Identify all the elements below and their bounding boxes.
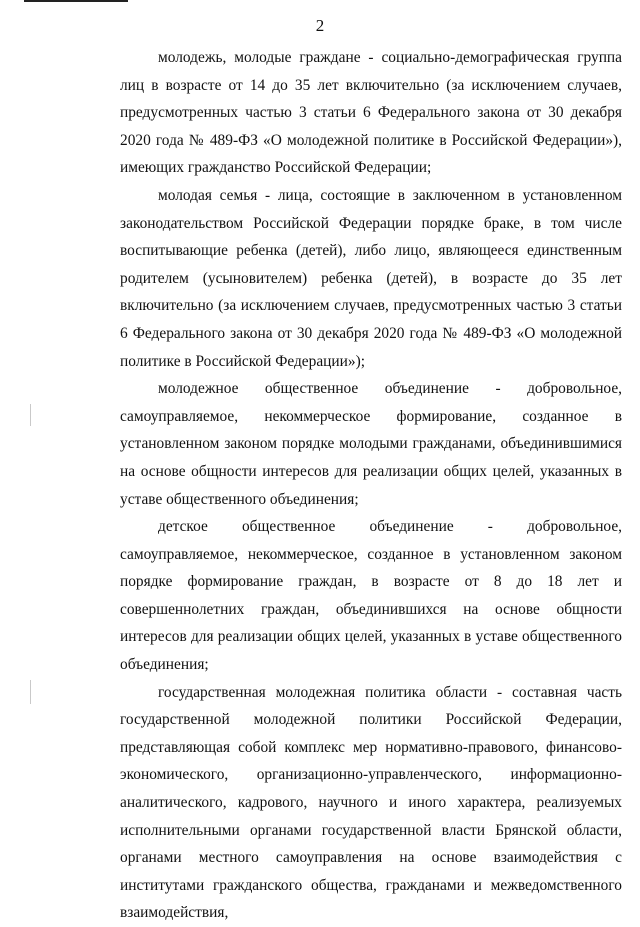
document-body <box>120 44 622 927</box>
paragraph-state-youth-policy-definition: государственная молодежная политика области - составная часть государственной молодежной политики Российской Федерации, представляющая собой комплекс мер нормативно-правового, финансово-экономического, организационно-управленческого, информационно-аналитического, кадрового, научного и иного характера, реализуемых исполнительными органами государственной власти Брянской области, органами местного самоуправления на основе взаимодействия с институтами гражданского общества, гражданами и межведомственного взаимодействия, <box>120 683 622 922</box>
margin-mark <box>30 404 31 426</box>
paragraph-young-family-definition: молодая семья - лица, состоящие в заключенном в установленном законодательством Российской Федерации порядке браке, в том числе воспитывающие ребенка (детей), либо лицо, являющееся единственным родителем (усыновителем) ребенка (детей), в возрасте до 35 лет включительно (за исключением случаев, предусмотренных частью 3 статьи 6 Федерального закона от 30 декабря 2020 года № 489-ФЗ «О молодежной политике в Российской Федерации»); <box>120 186 622 370</box>
paragraph-youth-association-definition: молодежное общественное объединение - добровольное, самоуправляемое, некоммерческое формирование, созданное в установленном законом порядке молодыми гражданами, объединившимися на основе общности интересов для реализации общих целей, указанных в уставе общественного объединения; <box>120 380 622 508</box>
page-number: 2 <box>315 16 325 35</box>
paragraph-youth-definition: молодежь, молодые граждане - социально-демографическая группа лиц в возрасте от 14 до 35 лет включительно (за исключением случаев, предусмотренных частью 3 статьи 6 Федерального закона от 30 декабря 2020 года № 489-ФЗ «О молодежной политике в Российской Федерации»), имеющих гражданство Российской Федерации; <box>120 49 622 177</box>
top-edge-rule <box>24 0 128 2</box>
margin-mark <box>30 680 31 704</box>
paragraph-children-association-definition: детское общественное объединение - добровольное, самоуправляемое, некоммерческое, созданное в установленном законом порядке формирование граждан, в возрасте от 8 до 18 лет и совершеннолетних граждан, объединившихся на основе общности интересов для реализации общих целей, указанных в уставе общественного объединения; <box>120 518 622 674</box>
